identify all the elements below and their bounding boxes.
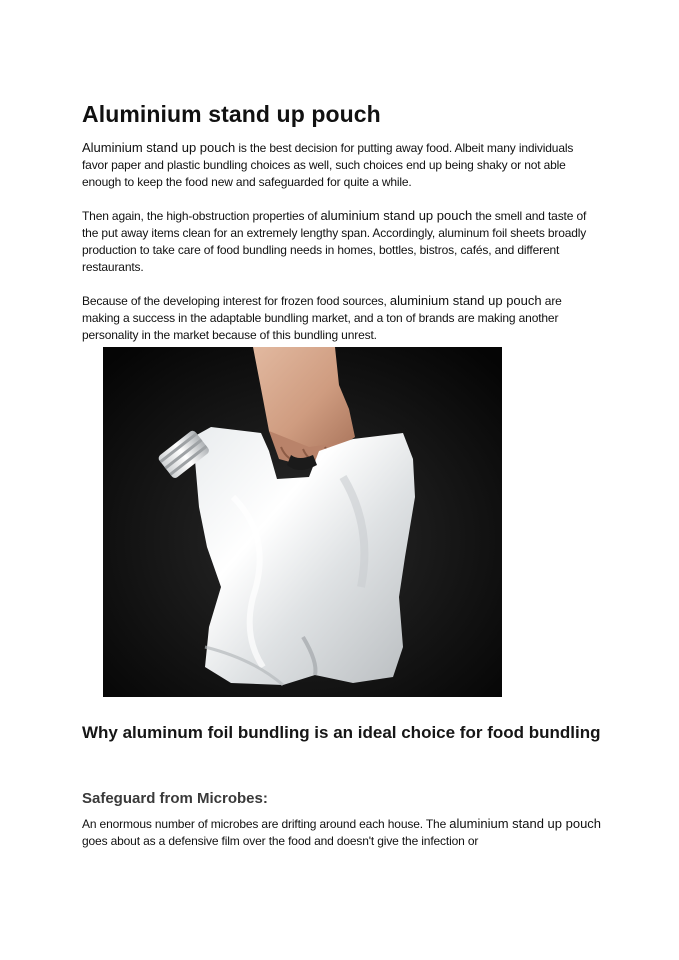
paragraph-market: [82, 292, 602, 344]
pouch-photo: [103, 347, 502, 697]
paragraph-microbes-text-after: goes about as a defensive film over the food and doesn't give the infection or: [82, 834, 479, 848]
paragraph-intro: [82, 139, 602, 191]
subsection-heading: Safeguard from Microbes:: [82, 790, 268, 807]
paragraph-properties: [82, 207, 602, 276]
keyword-aluminium-stand-up-pouch: aluminium stand up pouch: [389, 293, 542, 308]
paragraph-market-text-after: are making a success in the adaptable bundling market, and a ton of brands are making another personality in the market because of this bundling unrest.: [82, 294, 562, 342]
paragraph-properties-text-after: the smell and taste of the put away items clean for an extremely lengthy span. Accordingly, aluminum foil sheets broadly production to take care of food bundling needs in homes, bottles, bistros, cafés, and different restaurants.: [82, 209, 587, 274]
paragraph-market-text-before: Because of the developing interest for frozen food sources,: [82, 294, 390, 308]
paragraph-microbes: [82, 815, 602, 850]
section-heading: Why aluminum foil bundling is an ideal choice for food bundling: [82, 723, 601, 742]
keyword-aluminium-stand-up-pouch: aluminium stand up pouch: [320, 208, 473, 223]
paragraph-microbes-text-before: An enormous number of microbes are drifting around each house. The: [82, 817, 450, 831]
paragraph-properties-text-before: Then again, the high-obstruction properties of: [82, 209, 321, 223]
paragraph-intro-text: is the best decision for putting away food. Albeit many individuals favor paper and plastic bundling choices as well, such choices end up being shaky or not able enough to keep the food new and safeguarded for quite a while.: [82, 141, 574, 189]
keyword-aluminium-stand-up-pouch: aluminium stand up pouch: [449, 816, 602, 831]
keyword-aluminium-stand-up-pouch: Aluminium stand up pouch: [82, 140, 236, 155]
document-title: Aluminium stand up pouch: [82, 101, 381, 127]
pouch-photo-illustration: [103, 347, 502, 697]
